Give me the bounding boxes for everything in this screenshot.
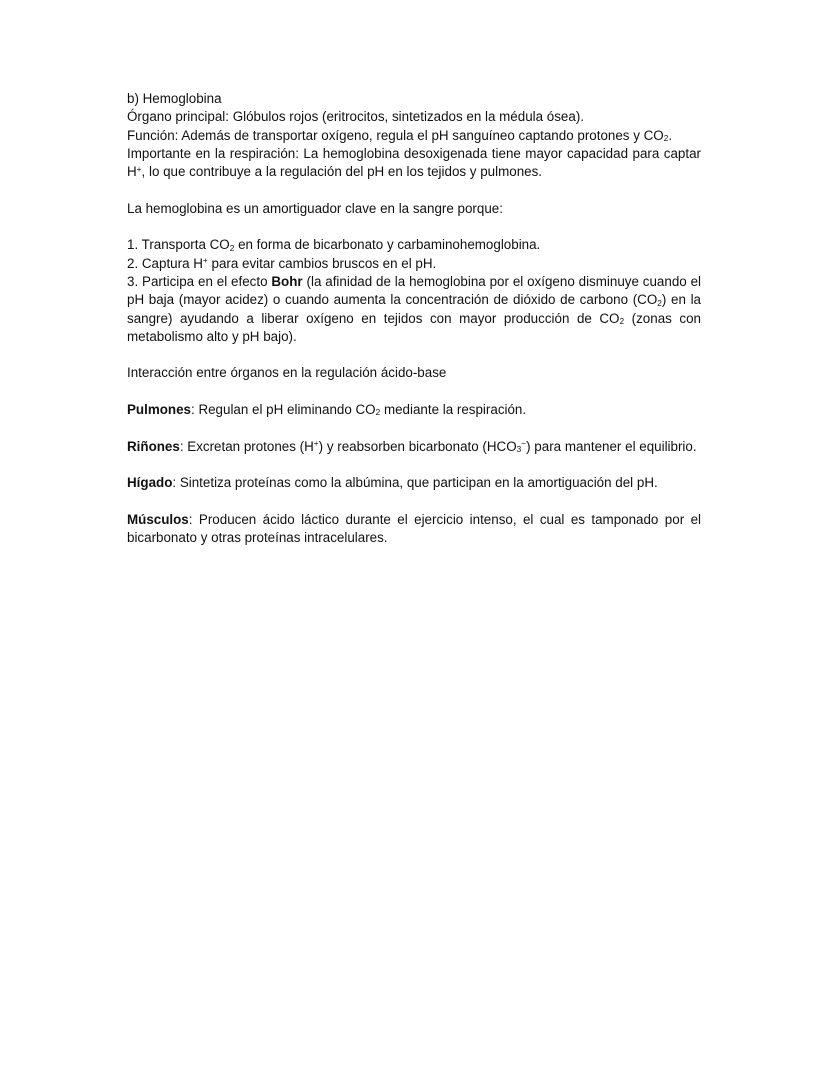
organo-label: Órgano principal: [127,109,229,125]
musculos-label: Músculos [127,511,189,527]
spacer [127,493,701,511]
spacer [127,456,701,474]
hemoglobina-heading: b) Hemoglobina [127,91,222,106]
importante-paragraph: Importante en la respiración: La hemoglobina desoxigenada tiene mayor capacidad para captar H+, lo que contribuye a la regulación del pH en los tejidos y pulmones. [127,145,701,180]
bohr-bold: Bohr [271,273,303,289]
rinones-label: Riñones [127,438,180,454]
organo-text: Glóbulos rojos (eritrocitos, sintetizados en la médula ósea). [228,109,585,125]
pulmones-line: Pulmones: Regulan el pH eliminando $CO_2$ mediante la respiración. [127,402,527,418]
interaccion-heading: Interacción entre órganos en la regulación ácido-base [127,365,447,381]
spacer [127,419,701,437]
pulmones-label: Pulmones [127,402,191,418]
importante-label: Importante en la respiración: [127,145,299,161]
list-item-1: 1. Transporta $CO_2$ en forma de bicarbonato y carbaminohemoglobina. [127,237,541,253]
organo-principal-line [127,108,701,126]
higado-line: Hígado: Sintetiza proteínas como la albúmina, que participan en la amortiguación del pH. [127,475,658,491]
spacer [127,383,701,401]
rinones-paragraph: Riñones: Excretan protones (H+) y reabsorben bicarbonato $(HCO_3^-)$ para mantener el equilibrio. [127,438,697,454]
document-body [127,90,701,547]
musculos-paragraph: Músculos: Producen ácido láctico durante el ejercicio intenso, el cual es tamponado por el bicarbonato y otras proteínas intracelulares. [127,511,701,546]
spacer [127,218,701,236]
list-item-2: 2. Captura H+ para evitar cambios bruscos en el pH. [127,255,437,271]
spacer [127,181,701,199]
amortiguador-intro: La hemoglobina es un amortiguador clave en la sangre porque: [127,200,503,216]
funcion-label: Función: [127,127,179,143]
list-item-3: 3. Participa en el efecto Bohr (la afinidad de la hemoglobina por el oxígeno disminuye cuando el pH baja (mayor acidez) o cuando aumenta la concentración de dióxido de carbono $(CO_2)$ en la sangre) ayudando a liberar oxígeno en tejidos con mayor producción de $CO_2$ (zonas con metabolismo alto y pH bajo). [127,273,701,344]
higado-label: Hígado [127,475,173,491]
spacer [127,346,701,364]
funcion-line: Función: Además de transportar oxígeno, regula el pH sanguíneo captando protones y $CO_2$. [127,127,673,143]
